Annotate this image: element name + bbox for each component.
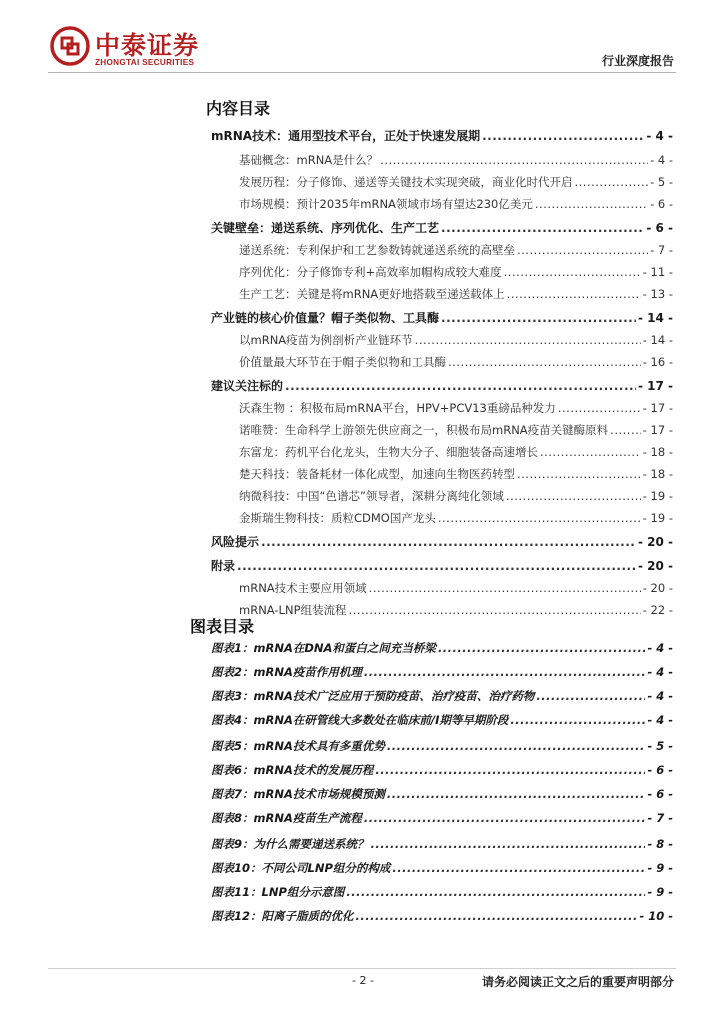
toc-entry-section[interactable] bbox=[211, 534, 673, 550]
disclaimer-note: 请务必阅读正文之后的重要声明部分 bbox=[481, 975, 674, 989]
toc-entry-page: - 18 - bbox=[642, 445, 673, 459]
dot-leader bbox=[510, 712, 645, 728]
dot-leader bbox=[441, 310, 636, 326]
dot-leader bbox=[346, 884, 645, 900]
figure-entry-page: - 4 - bbox=[647, 689, 673, 703]
toc-entry-subsection[interactable] bbox=[239, 602, 673, 618]
zhongtai-logo-icon bbox=[50, 26, 90, 66]
toc-entry-subsection[interactable] bbox=[239, 354, 673, 370]
dot-leader bbox=[517, 466, 641, 482]
dot-leader bbox=[482, 128, 644, 144]
toc-entry-title: 楚天科技：装备耗材一体化成型，加速向生物医药转型 bbox=[239, 467, 515, 481]
toc-entry-page: - 17 - bbox=[642, 401, 673, 415]
toc-entry-title: mRNA技术：通用型技术平台，正处于快速发展期 bbox=[211, 129, 481, 143]
toc-entry-page: - 4 - bbox=[650, 153, 673, 167]
figure-entry-page: - 5 - bbox=[647, 739, 673, 753]
toc-entry-page: - 6 - bbox=[650, 197, 673, 211]
figure-entry[interactable] bbox=[211, 640, 673, 656]
toc-entry-subsection[interactable] bbox=[239, 242, 673, 258]
figure-entry[interactable] bbox=[211, 908, 673, 924]
toc-entry-title: 递送系统：专利保护和工艺参数铸就递送系统的高壁垒 bbox=[239, 243, 515, 257]
toc-entry-page: - 18 - bbox=[642, 467, 673, 481]
dot-leader bbox=[575, 174, 649, 190]
toc-entry-title: 序列优化：分子修饰专利+高效率加帽构成较大难度 bbox=[239, 265, 502, 279]
toc-title: 内容目录 bbox=[206, 99, 271, 118]
toc-entry-subsection[interactable] bbox=[239, 510, 673, 526]
dot-leader bbox=[364, 810, 646, 826]
figure-entry-title: 图表12：阳离子脂质的优化 bbox=[211, 909, 354, 923]
figure-entry-title: 图表4：mRNA在研管线大多数处在临床前/I期等早期阶段 bbox=[211, 713, 509, 727]
dot-leader bbox=[387, 786, 646, 802]
toc-entry-page: - 5 - bbox=[650, 175, 673, 189]
figure-entry-title: 图表8：mRNA疫苗生产流程 bbox=[211, 811, 362, 825]
logo-chinese-name: 中泰证券 bbox=[95, 31, 200, 60]
toc-entry-page: - 20 - bbox=[637, 535, 673, 549]
toc-entry-page: - 6 - bbox=[646, 221, 673, 235]
toc-entry-page: - 19 - bbox=[642, 489, 673, 503]
dot-leader bbox=[237, 558, 636, 574]
toc-entry-page: - 22 - bbox=[642, 603, 673, 617]
figure-entry[interactable] bbox=[211, 836, 673, 852]
toc-entry-subsection[interactable] bbox=[239, 264, 673, 280]
dot-leader bbox=[558, 400, 641, 416]
figure-entry[interactable] bbox=[211, 860, 673, 876]
toc-entry-title: mRNA-LNP组装流程 bbox=[239, 603, 347, 617]
company-logo bbox=[50, 26, 220, 70]
dot-leader bbox=[415, 332, 641, 348]
toc-entry-title: 市场规模：预计2035年mRNA领域市场有望达230亿美元 bbox=[239, 197, 533, 211]
toc-entry-page: - 7 - bbox=[650, 243, 673, 257]
toc-entry-title: 东富龙：药机平台化龙头，生物大分子、细胞装备高速增长 bbox=[239, 445, 538, 459]
figure-entry[interactable] bbox=[211, 762, 673, 778]
dot-leader bbox=[387, 738, 646, 754]
dot-leader bbox=[364, 664, 646, 680]
toc-entry-title: 沃森生物 ：积极布局mRNA平台，HPV+PCV13重磅品种发力 bbox=[239, 401, 556, 415]
footer-divider bbox=[48, 968, 676, 969]
toc-entry-section[interactable] bbox=[211, 310, 673, 326]
toc-entry-title: 关键壁垒：递送系统、序列优化、生产工艺 bbox=[211, 221, 440, 235]
toc-entry-subsection[interactable] bbox=[239, 444, 673, 460]
dot-leader bbox=[536, 688, 645, 704]
dot-leader bbox=[356, 908, 638, 924]
figure-entry[interactable] bbox=[211, 884, 673, 900]
toc-entry-page: - 20 - bbox=[637, 559, 673, 573]
dot-leader bbox=[371, 836, 646, 852]
toc-entry-subsection[interactable] bbox=[239, 152, 673, 168]
toc-entry-title: 诺唯赞：生命科学上游领先供应商之一，积极布局mRNA疫苗关键酶原料 bbox=[239, 423, 609, 437]
figure-entry[interactable] bbox=[211, 738, 673, 754]
toc-entry-section[interactable] bbox=[211, 128, 673, 144]
toc-entry-subsection[interactable] bbox=[239, 580, 673, 596]
dot-leader bbox=[506, 488, 641, 504]
toc-entry-title: 基础概念：mRNA是什么？ bbox=[239, 153, 379, 167]
dot-leader bbox=[438, 640, 646, 656]
toc-entry-page: - 16 - bbox=[642, 355, 673, 369]
dot-leader bbox=[441, 220, 644, 236]
dot-leader bbox=[507, 286, 641, 302]
toc-entry-title: 金斯瑞生物科技：质粒CDMO国产龙头 bbox=[239, 511, 436, 525]
figure-entry[interactable] bbox=[211, 688, 673, 704]
dot-leader bbox=[261, 534, 636, 550]
toc-entry-title: 纳微科技：中国“色谱芯”领导者，深耕分离纯化领域 bbox=[239, 489, 504, 503]
toc-entry-section[interactable] bbox=[211, 378, 673, 394]
dot-leader bbox=[438, 510, 641, 526]
figure-entry-title: 图表10：不同公司LNP组分的构成 bbox=[211, 861, 391, 875]
dot-leader bbox=[392, 860, 645, 876]
toc-entry-title: 以mRNA疫苗为例剖析产业链环节 bbox=[239, 333, 413, 347]
dot-leader bbox=[517, 242, 648, 258]
toc-entry-subsection[interactable] bbox=[239, 332, 673, 348]
toc-entry-title: 发展历程：分子修饰、递送等关键技术实现突破，商业化时代开启 bbox=[239, 175, 573, 189]
toc-entry-subsection[interactable] bbox=[239, 174, 673, 190]
toc-entry-title: 建议关注标的 bbox=[211, 379, 284, 393]
dot-leader bbox=[448, 354, 641, 370]
toc-entry-title: 风险提示 bbox=[211, 535, 260, 549]
dot-leader bbox=[504, 264, 641, 280]
dot-leader bbox=[285, 378, 636, 394]
figure-entry[interactable] bbox=[211, 664, 673, 680]
dot-leader bbox=[535, 196, 648, 212]
header-divider bbox=[48, 72, 676, 73]
toc-entry-title: 附录 bbox=[211, 559, 236, 573]
dot-leader bbox=[380, 152, 648, 168]
toc-entry-page: - 13 - bbox=[642, 287, 673, 301]
figure-entry-page: - 9 - bbox=[647, 885, 673, 899]
toc-entry-title: 生产工艺：关键是将mRNA更好地搭载至递送载体上 bbox=[239, 287, 505, 301]
figure-entry-title: 图表7：mRNA技术市场规模预测 bbox=[211, 787, 385, 801]
figure-entry[interactable] bbox=[211, 786, 673, 802]
toc-entry-page: - 4 - bbox=[646, 129, 673, 143]
figure-entry-title: 图表2：mRNA疫苗作用机理 bbox=[211, 665, 362, 679]
toc-entry-subsection[interactable] bbox=[239, 488, 673, 504]
dot-leader bbox=[540, 444, 641, 460]
figure-entry-page: - 7 - bbox=[647, 811, 673, 825]
toc-entry-subsection[interactable] bbox=[239, 196, 673, 212]
toc-entry-page: - 14 - bbox=[642, 333, 673, 347]
figure-entry-page: - 4 - bbox=[647, 665, 673, 679]
figure-entry[interactable] bbox=[211, 712, 673, 728]
dot-leader bbox=[375, 762, 645, 778]
figure-entry-page: - 10 - bbox=[639, 909, 673, 923]
figure-entry-title: 图表3：mRNA技术广泛应用于预防疫苗、治疗疫苗、治疗药物 bbox=[211, 689, 535, 703]
toc-entry-page: - 17 - bbox=[637, 379, 673, 393]
toc-entry-subsection[interactable] bbox=[239, 466, 673, 482]
toc-entry-subsection[interactable] bbox=[239, 400, 673, 416]
toc-entry-subsection[interactable] bbox=[239, 422, 673, 438]
toc-entry-section[interactable] bbox=[211, 558, 673, 574]
toc-entry-page: - 19 - bbox=[642, 511, 673, 525]
dot-leader bbox=[610, 422, 641, 438]
report-type-label: 行业深度报告 bbox=[601, 54, 674, 68]
toc-entry-page: - 11 - bbox=[642, 265, 673, 279]
dot-leader bbox=[349, 602, 641, 618]
figure-entry-page: - 6 - bbox=[647, 763, 673, 777]
figure-entry-page: - 8 - bbox=[647, 837, 673, 851]
figure-entry[interactable] bbox=[211, 810, 673, 826]
figure-entry-title: 图表11：LNP组分示意图 bbox=[211, 885, 345, 899]
figure-entry-title: 图表1：mRNA在DNA和蛋白之间充当桥梁 bbox=[211, 641, 436, 655]
toc-entry-title: 价值量最大环节在于帽子类似物和工具酶 bbox=[239, 355, 446, 369]
page-number: - 2 - bbox=[352, 974, 374, 987]
dot-leader bbox=[369, 580, 641, 596]
toc-entry-title: mRNA技术主要应用领域 bbox=[239, 581, 367, 595]
toc-entry-page: - 14 - bbox=[637, 311, 673, 325]
figure-entry-title: 图表6：mRNA技术的发展历程 bbox=[211, 763, 374, 777]
figure-entry-title: 图表9：为什么需要递送系统？ bbox=[211, 837, 369, 851]
toc-entry-page: - 20 - bbox=[642, 581, 673, 595]
figures-title: 图表目录 bbox=[190, 617, 255, 636]
figure-entry-page: - 4 - bbox=[647, 713, 673, 727]
toc-entry-page: - 17 - bbox=[642, 423, 673, 437]
toc-entry-section[interactable] bbox=[211, 220, 673, 236]
figure-entry-page: - 9 - bbox=[647, 861, 673, 875]
figure-entry-page: - 4 - bbox=[647, 641, 673, 655]
figure-entry-page: - 6 - bbox=[647, 787, 673, 801]
toc-entry-title: 产业链的核心价值量？帽子类似物、工具酶 bbox=[211, 311, 440, 325]
logo-english-name: ZHONGTAI SECURITIES bbox=[95, 58, 195, 67]
page-header bbox=[0, 0, 724, 80]
figure-entry-title: 图表5：mRNA技术具有多重优势 bbox=[211, 739, 385, 753]
toc-entry-subsection[interactable] bbox=[239, 286, 673, 302]
